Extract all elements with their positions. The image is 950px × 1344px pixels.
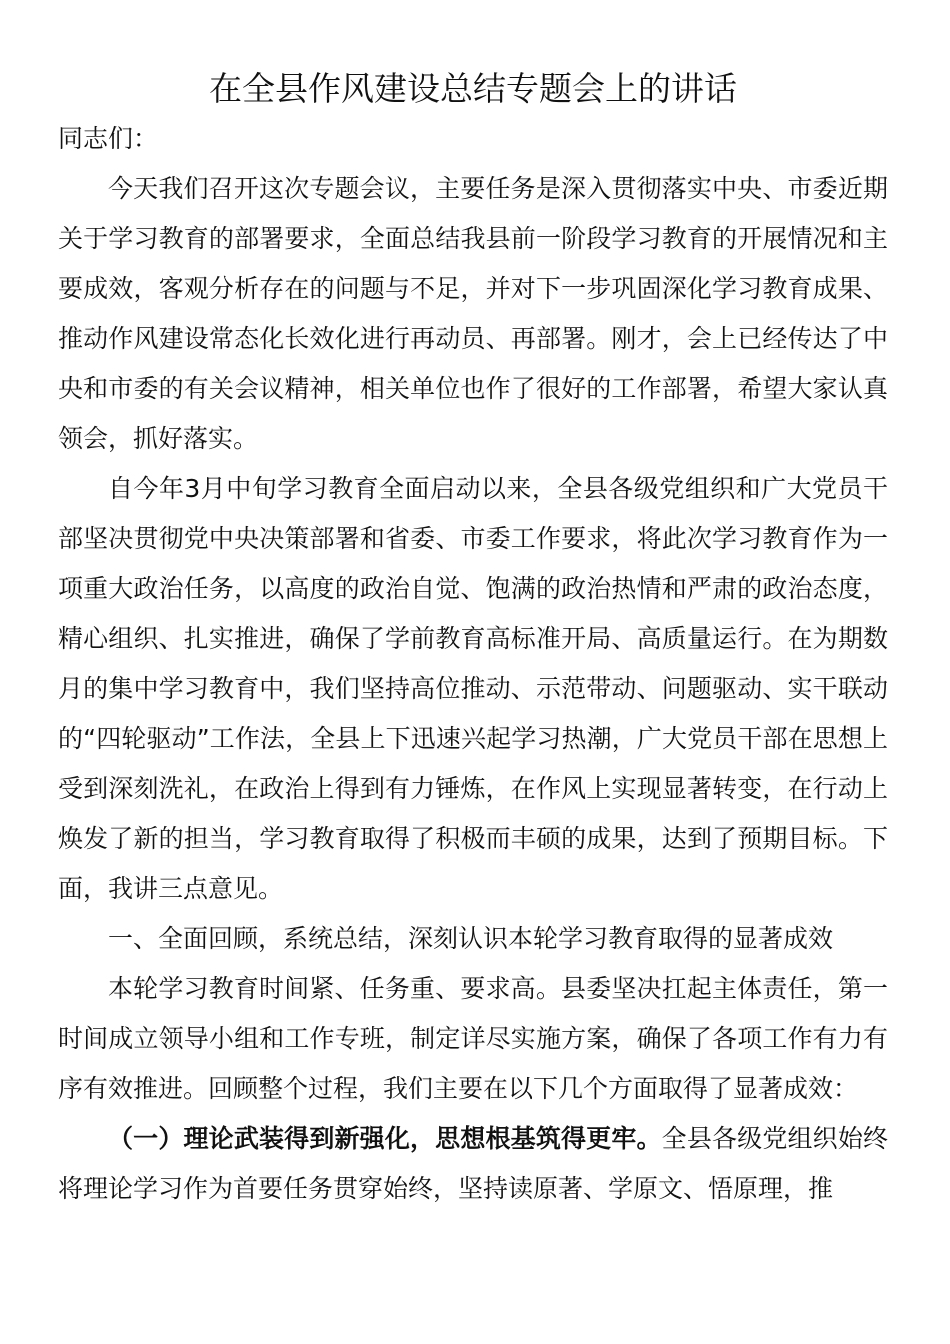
paragraph-intro: 今天我们召开这次专题会议，主要任务是深入贯彻落实中央、市委近期关于学习教育的部署要求，全面总结我县前一阶段学习教育的开展情况和主要成效，客观分析存在的问题与不足，并对下一步巩固深化学习教育成果、推动作风建设常态化长效化进行再动员、再部署。刚才，会上已经传达了中央和市委的有关会议精神，相关单位也作了很好的工作部署，希望大家认真领会，抓好落实。 — [58, 174, 888, 453]
subsection-one-lead: （一）理论武装得到新强化，思想根基筑得更牢。 — [108, 1124, 662, 1153]
document-title: 在全县作风建设总结专题会上的讲话 — [209, 69, 737, 108]
section-one-paragraph: 本轮学习教育时间紧、任务重、要求高。县委坚决扛起主体责任，第一时间成立领导小组和工作专班，制定详尽实施方案，确保了各项工作有力有序有效推进。回顾整个过程，我们主要在以下几个方面取得了显著成效： — [58, 974, 888, 1103]
section-heading-one: 一、全面回顾，系统总结，深刻认识本轮学习教育取得的显著成效 — [108, 924, 834, 953]
paragraph-background: 自今年3月中旬学习教育全面启动以来，全县各级党组织和广大党员干部坚决贯彻党中央决策部署和省委、市委工作要求，将此次学习教育作为一项重大政治任务，以高度的政治自觉、饱满的政治热情和严肃的政治态度，精心组织、扎实推进，确保了学前教育高标准开局、高质量运行。在为期数月的集中学习教育中，我们坚持高位推动、示范带动、问题驱动、实干联动的“四轮驱动”工作法，全县上下迅速兴起学习热潮，广大党员干部在思想上受到深刻洗礼，在政治上得到有力锤炼，在作风上实现显著转变，在行动上焕发了新的担当，学习教育取得了积极而丰硕的成果，达到了预期目标。下面，我讲三点意见。 — [58, 474, 888, 903]
subsection-one-paragraph — [58, 1114, 888, 1214]
salutation: 同志们： — [58, 124, 159, 153]
subsection-one-text: 全县各级党组织始终将理论学习作为首要任务贯穿始终，坚持读原著、学原文、悟原理，推 — [58, 1124, 888, 1203]
